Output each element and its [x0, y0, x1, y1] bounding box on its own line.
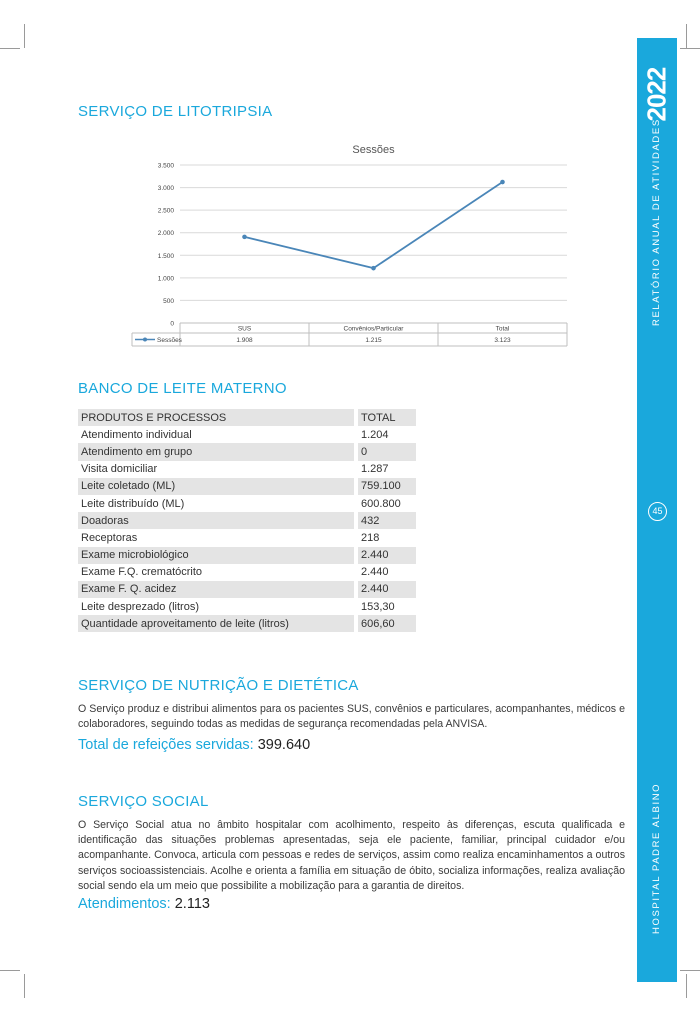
row-value: 759.100 [358, 478, 416, 495]
data-label: 1.215 [365, 336, 382, 344]
table-row [78, 426, 416, 443]
data-label: 3.123 [494, 336, 511, 344]
sessions-chart [120, 136, 575, 351]
chart-svg [120, 136, 575, 351]
data-label: 1.908 [236, 336, 253, 344]
legend-marker [143, 338, 147, 342]
row-value: 600.800 [361, 497, 401, 510]
row-value: 218 [361, 531, 380, 544]
row-value: 2.440 [361, 566, 389, 579]
crop-mark [0, 970, 20, 971]
sidebar-band [637, 38, 677, 982]
chart-title: Sessões [352, 144, 395, 156]
row-label: Leite distribuído (ML) [81, 497, 185, 510]
table-row [78, 564, 416, 581]
row-label: Quantidade aproveitamento de leite (litros) [78, 615, 354, 632]
y-tick-label: 3.500 [157, 162, 174, 170]
nutrition-text: O Serviço produz e distribui alimentos para os pacientes SUS, convênios e particulares, acompanhantes, médicos e colaboradores, seguindo todas as medidas de segurança recomendadas pela ANVISA. [78, 703, 625, 731]
legend-label: Sessões [157, 336, 182, 344]
lithotripsy-heading: SERVIÇO DE LITOTRIPSIA [78, 103, 273, 120]
row-label: Exame microbiológico [78, 547, 354, 564]
milk-bank-table [78, 409, 416, 632]
table-row [78, 495, 416, 512]
row-label: Leite desprezado (litros) [81, 600, 200, 613]
page-number: 45 [648, 502, 667, 521]
attendances-stat-value: 2.113 [174, 896, 210, 912]
social-text: O Serviço Social atua no âmbito hospitalar com acolhimento, respeito às diferenças, escuta qualificada e identificação das situações problemas apresentadas, seja ele paciente, familiar, principal cuidador e/ou acompanhante. Convoca, articula com pessoas e redes de serviços, assim como realiza encaminhamentos a outros serviços socioassistenciais. Acolhe e orienta a família em situação de óbito, socializa informações, realiza avaliação social sendo ela um meio que possibilite a mobilização para a garantia de direitos. [78, 819, 625, 892]
y-tick-label: 1.000 [157, 275, 174, 283]
row-value: 2.440 [358, 547, 416, 564]
table-row [78, 529, 416, 546]
data-point [371, 266, 376, 271]
hospital-name: HOSPITAL PADRE ALBINO [651, 782, 662, 934]
attendances-stat [78, 896, 210, 912]
row-label: Atendimento individual [81, 428, 192, 441]
nutrition-heading: SERVIÇO DE NUTRIÇÃO E DIETÉTICA [78, 677, 359, 694]
crop-mark [686, 974, 687, 998]
row-label: Leite coletado (ML) [78, 478, 354, 495]
row-value: 0 [358, 443, 416, 460]
milk-bank-heading: BANCO DE LEITE MATERNO [78, 380, 287, 397]
crop-mark [0, 48, 20, 49]
column-header-products: PRODUTOS E PROCESSOS [78, 409, 354, 426]
table-row [78, 478, 416, 495]
y-tick-label: 0 [170, 320, 174, 328]
row-value: 1.287 [361, 463, 389, 476]
meals-stat-label: Total de refeições servidas: [78, 737, 254, 753]
crop-mark [686, 24, 687, 48]
crop-mark [24, 24, 25, 48]
table-header-row [78, 409, 416, 426]
table-row [78, 581, 416, 598]
row-label: Receptoras [81, 531, 138, 544]
table-row [78, 443, 416, 460]
row-label: Atendimento em grupo [78, 443, 354, 460]
report-year: 2022 [641, 67, 672, 122]
row-label: Doadoras [78, 512, 354, 529]
row-value: 432 [358, 512, 416, 529]
x-category-label: Total [495, 325, 510, 333]
x-category-label: SUS [237, 325, 252, 333]
row-value: 153,30 [361, 600, 395, 613]
attendances-stat-label: Atendimentos: [78, 896, 171, 912]
y-tick-label: 1.500 [157, 252, 174, 260]
data-point [242, 235, 247, 240]
x-category-label: Convênios/Particular [343, 325, 404, 333]
crop-mark [680, 48, 700, 49]
row-label: Exame F.Q. crematócrito [81, 566, 203, 579]
crop-mark [680, 970, 700, 971]
meals-stat [78, 737, 310, 753]
y-tick-label: 3.000 [157, 185, 174, 193]
table-row [78, 461, 416, 478]
table-row [78, 512, 416, 529]
y-tick-label: 500 [163, 297, 174, 305]
y-tick-label: 2.500 [157, 207, 174, 215]
row-label: Visita domiciliar [81, 463, 158, 476]
row-value: 1.204 [361, 428, 389, 441]
column-header-total: TOTAL [358, 409, 416, 426]
social-heading: SERVIÇO SOCIAL [78, 793, 209, 810]
table-row [78, 547, 416, 564]
row-value: 606,60 [358, 615, 416, 632]
y-tick-label: 2.000 [157, 230, 174, 238]
crop-mark [24, 974, 25, 998]
table-row [78, 598, 416, 615]
row-value: 2.440 [358, 581, 416, 598]
report-title: RELATÓRIO ANUAL DE ATIVIDADES [651, 118, 662, 326]
data-point [500, 180, 505, 185]
row-label: Exame F. Q. acidez [78, 581, 354, 598]
table-row [78, 615, 416, 632]
meals-stat-value: 399.640 [257, 737, 311, 753]
